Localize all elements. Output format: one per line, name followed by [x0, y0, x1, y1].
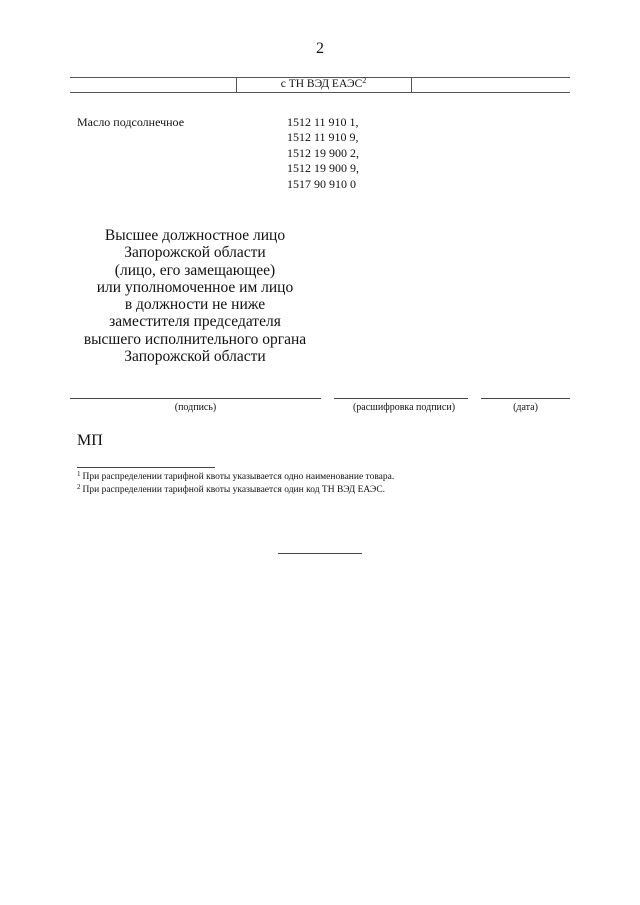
- official-line: Запорожской области: [124, 348, 266, 366]
- footnote-text: При распределении тарифной квоты указывается один код ТН ВЭД ЕАЭС.: [82, 485, 386, 495]
- official-line: высшего исполнительного органа: [83, 330, 307, 348]
- footnote: [77, 472, 394, 482]
- product-code: 1512 11 910 1,: [287, 115, 359, 129]
- product-name: Масло подсолнечное: [77, 115, 185, 129]
- product-code: 1517 90 910 0: [287, 176, 356, 191]
- footnote-ref: 2: [362, 76, 367, 85]
- date-line: [481, 398, 570, 399]
- page-number: 2: [316, 40, 324, 57]
- official-title-block: [70, 227, 320, 365]
- official-line: (лицо, его замещающее): [114, 261, 276, 279]
- official-line: Высшее должностное лицо: [104, 227, 286, 244]
- product-code: 1512 11 910 9,: [287, 130, 359, 145]
- product-code: 1512 19 900 2,: [287, 145, 359, 160]
- table-bottom-border: [70, 92, 570, 93]
- end-of-document-rule: [278, 553, 362, 554]
- footnote-text: При распределении тарифной квоты указывается одно наименование товара.: [82, 472, 395, 482]
- footnote-mark: 1: [77, 470, 81, 478]
- footnote-mark: 2: [77, 483, 81, 491]
- official-line: в должности не ниже: [124, 296, 266, 314]
- signature-caption: (подпись): [174, 402, 217, 413]
- official-line: Запорожской области: [124, 244, 266, 262]
- official-line: или уполномоченное им лицо: [96, 278, 294, 296]
- name-line: [334, 398, 468, 399]
- table-header-fragment: [70, 77, 570, 92]
- table-header-cell: [236, 77, 411, 92]
- footnote: [77, 485, 385, 495]
- product-code: 1512 19 900 9,: [287, 161, 359, 176]
- signature-line: [70, 398, 321, 399]
- product-codes: [287, 115, 359, 192]
- stamp-label: МП: [77, 432, 103, 449]
- official-line: заместителя председателя: [109, 313, 281, 331]
- name-caption: (расшифровка подписи): [352, 402, 456, 413]
- table-column-divider: [411, 77, 412, 92]
- date-caption: (дата): [513, 402, 538, 413]
- table-header-text: с ТН ВЭД ЕАЭС: [280, 78, 363, 90]
- footnote-separator: [77, 467, 215, 468]
